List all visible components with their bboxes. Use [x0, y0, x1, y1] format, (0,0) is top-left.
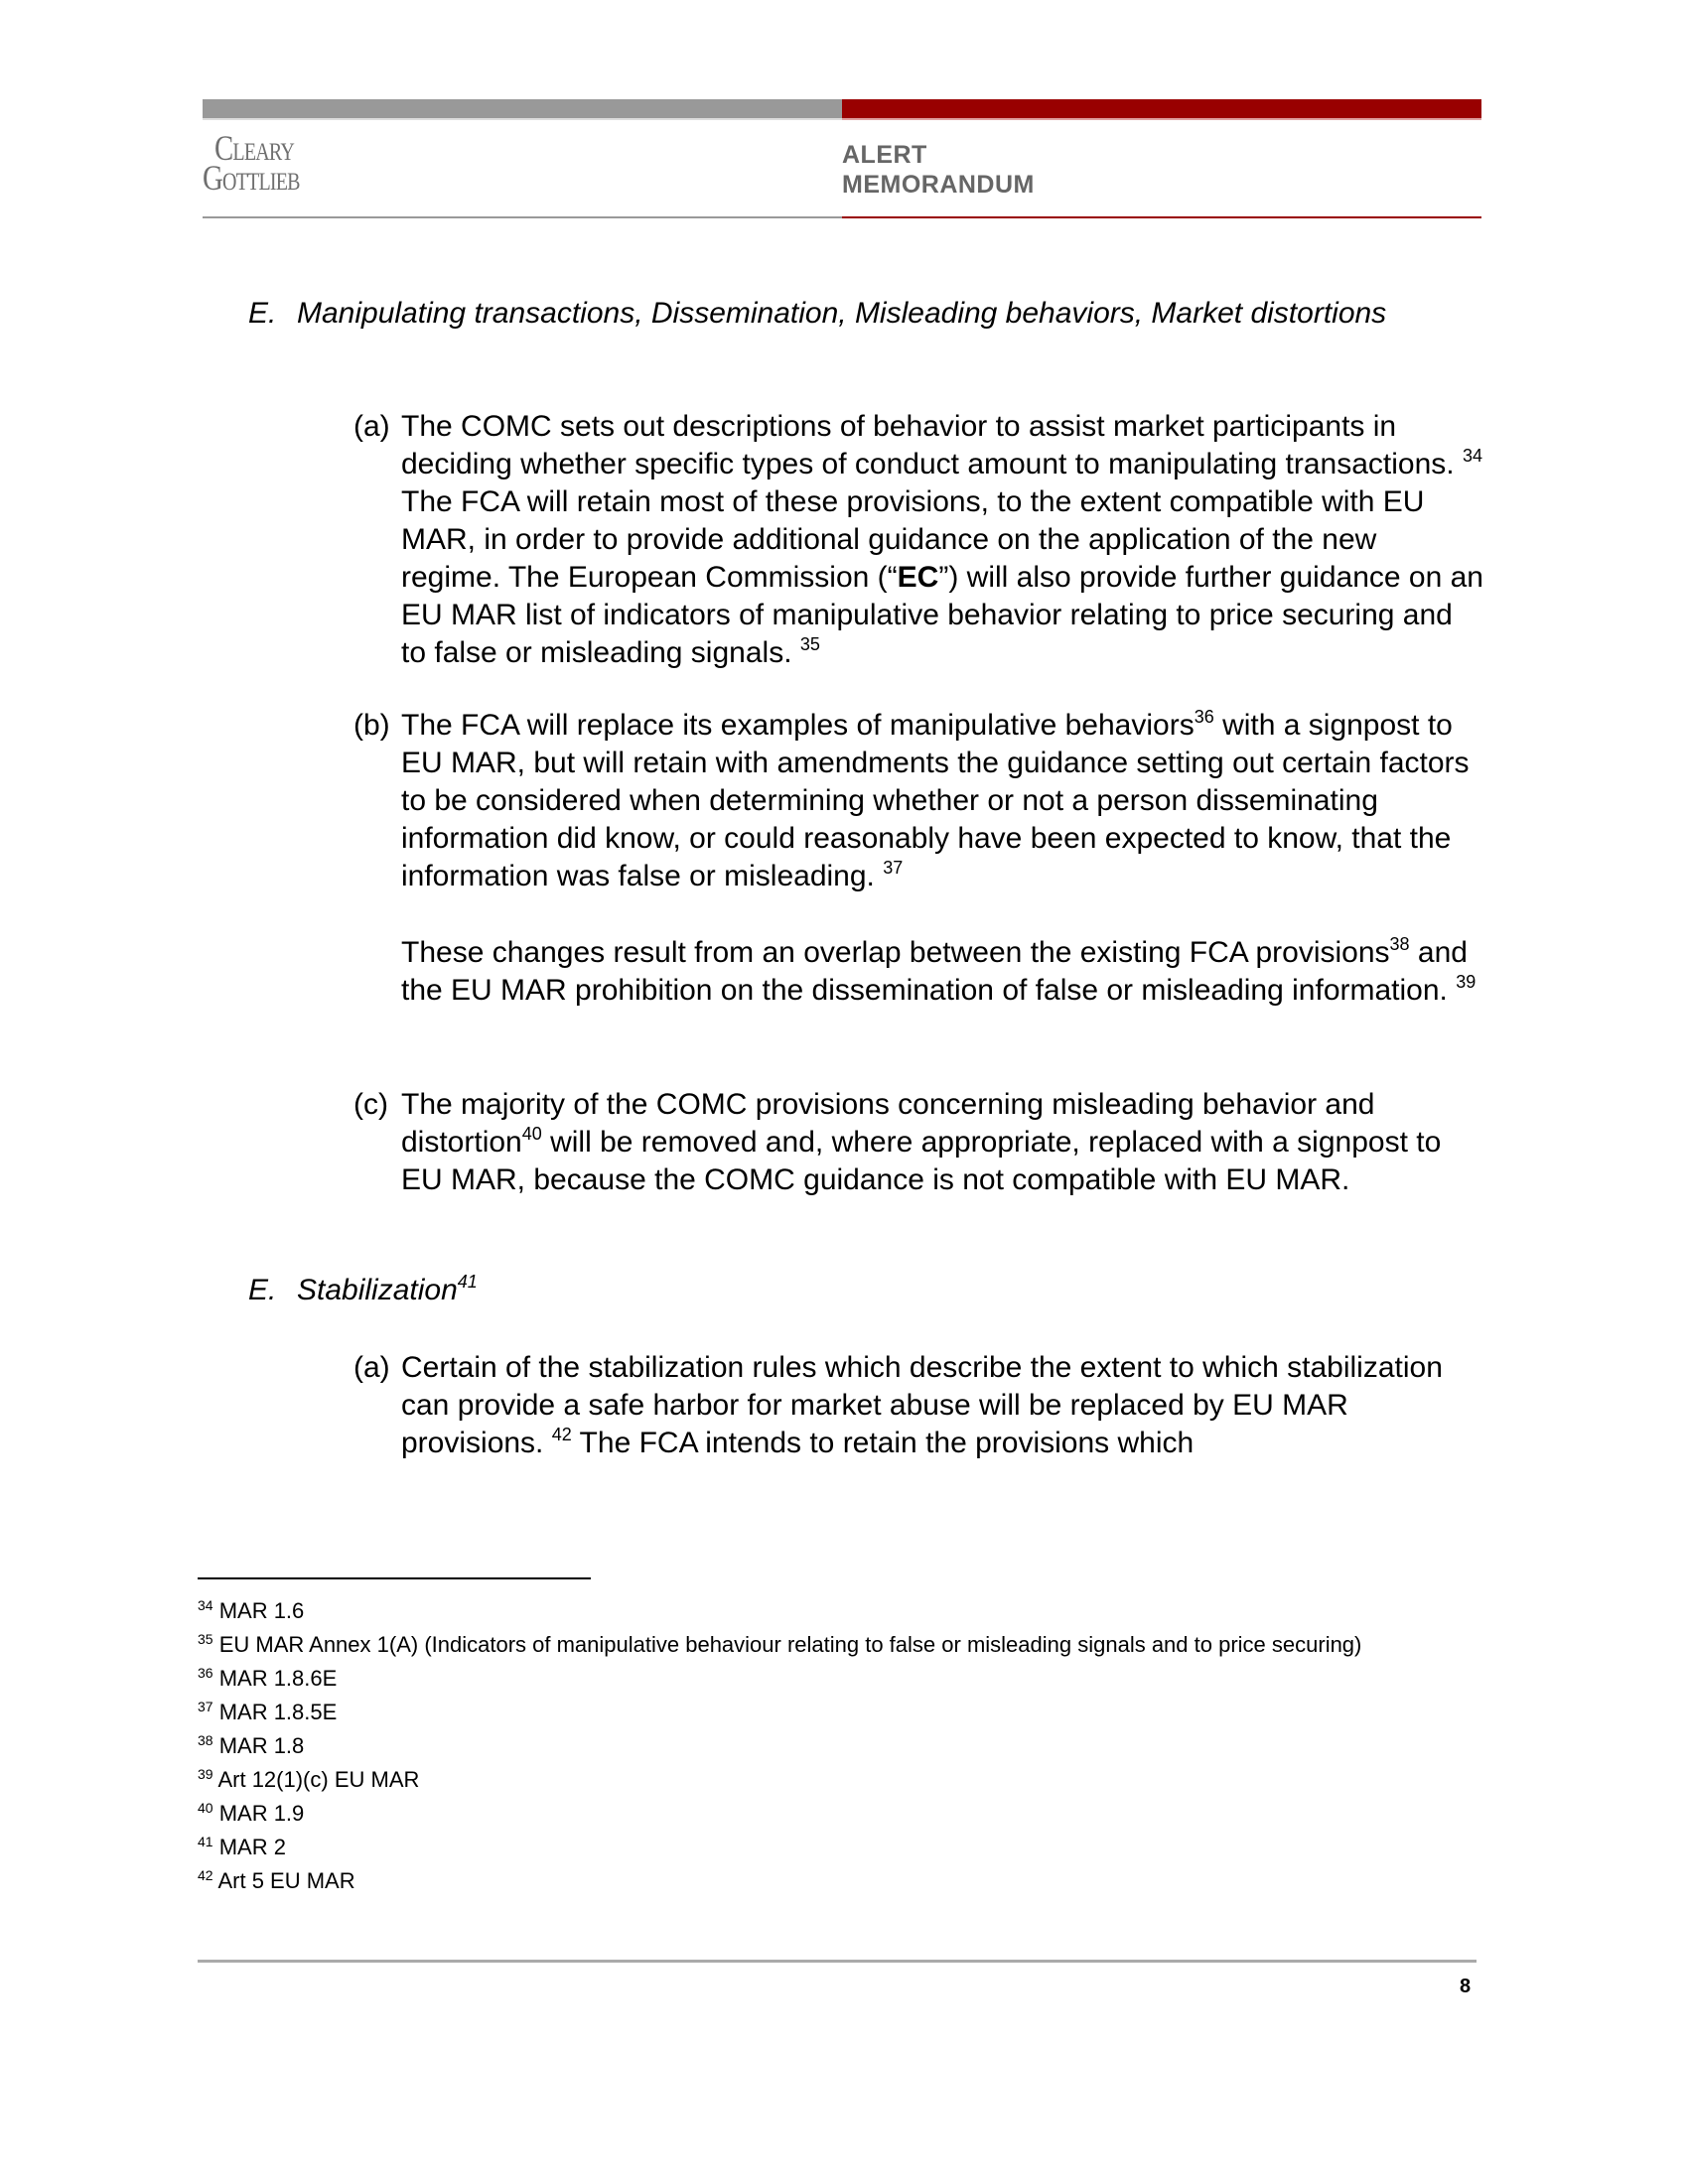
section-heading-stabilization [248, 1272, 1440, 1309]
text-run: The majority of the COMC provisions concerning misleading behavior and distortion [401, 1088, 1375, 1159]
footnote-ref-41[interactable]: 41 [457, 1272, 478, 1292]
footnote [198, 1831, 1488, 1864]
footnote [198, 1662, 1488, 1696]
paragraph-text [401, 707, 1483, 895]
footnote [198, 1864, 1488, 1898]
paragraph-text [401, 1349, 1483, 1462]
footnote-number: 37 [198, 1699, 213, 1714]
footnote [198, 1797, 1488, 1831]
footnote-number: 40 [198, 1800, 213, 1816]
paragraph-number: (a) [353, 1351, 390, 1384]
header-bar-gray [203, 99, 842, 118]
footnote-text: EU MAR Annex 1(A) (Indicators of manipulative behaviour relating to false or misleading signals and to price securing) [212, 1632, 1362, 1657]
footnotes [198, 1594, 1488, 1898]
paragraph-text [401, 408, 1483, 672]
text-run: The COMC sets out descriptions of behavior to assist market participants in deciding whether specific types of conduct amount to manipulating transactions. [401, 410, 1463, 480]
alert-label: ALERT [842, 141, 927, 169]
footnote-text: MAR 1.8.6E [212, 1666, 338, 1691]
footnote-text: Art 12(1)(c) EU MAR [212, 1767, 420, 1792]
footnote-text: MAR 1.8.5E [212, 1700, 338, 1724]
paragraph-number: (c) [353, 1088, 388, 1121]
paragraph-1a [353, 408, 1483, 672]
footnote-separator [198, 1577, 591, 1579]
section-number: E. [248, 1274, 277, 1306]
section-title: Stabilization [297, 1274, 458, 1306]
text-run: The FCA will retain most of these provisions, to the extent compatible with EU MAR, in order to provide additional guidance on the application of the new regime. The European Commission (“ [401, 485, 1425, 594]
text-run: will be removed and, where appropriate, replaced with a signpost to EU MAR, because the COMC guidance is not compatible with EU MAR. [401, 1126, 1442, 1196]
section-number: E. [248, 297, 277, 330]
footnote-number: 39 [198, 1766, 213, 1782]
footnote-ref-42[interactable]: 42 [551, 1425, 572, 1444]
footnote [198, 1696, 1488, 1729]
footnote-number: 34 [198, 1597, 213, 1613]
section-title: Manipulating transactions, Dissemination, Misleading behaviors, Market distortions [297, 297, 1387, 330]
footnote [198, 1628, 1429, 1662]
paragraph-number: (b) [353, 709, 390, 742]
footnote-number: 38 [198, 1732, 213, 1748]
text-run: The FCA intends to retain the provisions which [571, 1427, 1195, 1459]
paragraph-number: (a) [353, 410, 390, 443]
footnote-number: 36 [198, 1665, 213, 1681]
section-heading-manipulating [248, 295, 1440, 333]
footnote [198, 1594, 1488, 1628]
text-run: with a signpost to EU MAR, but will retain with amendments the guidance setting out certain factors to be considered when determining whether or not a person disseminating information did know, or could reasonably have been expected to know, that the information was false or misleading. [401, 709, 1470, 892]
memorandum-label: MEMORANDUM [842, 171, 1035, 199]
paragraph-1c [353, 1086, 1483, 1199]
footnote-ref-34[interactable]: 34 [1462, 446, 1482, 466]
text-run: These changes result from an overlap between the existing FCA provisions [401, 936, 1390, 969]
footnote-text: Art 5 EU MAR [212, 1868, 355, 1893]
footnote-ref-37[interactable]: 37 [883, 858, 904, 878]
defined-term: EC [897, 561, 939, 594]
section-title-wrap [297, 1272, 1440, 1309]
footnote-text: MAR 1.9 [212, 1801, 305, 1826]
text-run: and the EU MAR prohibition on the dissemination of false or misleading information. [401, 936, 1468, 1007]
footnote-number: 35 [198, 1631, 213, 1647]
header-bar-red-shadow [842, 118, 1481, 120]
logo-line-1: Cleary [214, 128, 294, 168]
footnote-number: 41 [198, 1834, 213, 1849]
paragraph-text [401, 934, 1483, 1010]
alert-memorandum-label [842, 140, 1035, 200]
paragraph-text [401, 1086, 1483, 1199]
page-number: 8 [1460, 1976, 1472, 1997]
header-rule-gray [203, 216, 842, 218]
footnote-text: MAR 2 [212, 1835, 286, 1859]
text-run: The FCA will replace its examples of manipulative behaviors [401, 709, 1195, 742]
text-run: ”) will also provide further guidance on an EU MAR list of indicators of manipulative behavior relating to price securing and to false or misleading signals. [401, 561, 1483, 669]
footnote-text: MAR 1.6 [212, 1598, 305, 1623]
footer-rule [198, 1960, 1477, 1963]
logo-line-2: Gottlieb [203, 158, 300, 198]
paragraph-1b [353, 707, 1483, 895]
footnote-ref-38[interactable]: 38 [1389, 934, 1410, 954]
footnote-ref-40[interactable]: 40 [521, 1124, 542, 1144]
header-bar-red [842, 99, 1481, 118]
footnote-ref-39[interactable]: 39 [1456, 972, 1477, 992]
header-bar-gray-shadow [203, 118, 842, 120]
footnote-number: 42 [198, 1867, 213, 1883]
footnote-ref-36[interactable]: 36 [1194, 707, 1214, 727]
footnote-ref-35[interactable]: 35 [799, 634, 820, 654]
paragraph-1b-continued [353, 934, 1483, 1010]
header-rule-red [842, 216, 1481, 218]
paragraph-2a [353, 1349, 1483, 1462]
footnote-text: MAR 1.8 [212, 1733, 305, 1758]
footnote [198, 1763, 1488, 1797]
footnote [198, 1729, 1488, 1763]
cleary-gottlieb-logo [203, 128, 324, 198]
text-run: Certain of the stabilization rules which describe the extent to which stabilization can provide a safe harbor for market abuse will be replaced by EU MAR provisions. [401, 1351, 1443, 1459]
